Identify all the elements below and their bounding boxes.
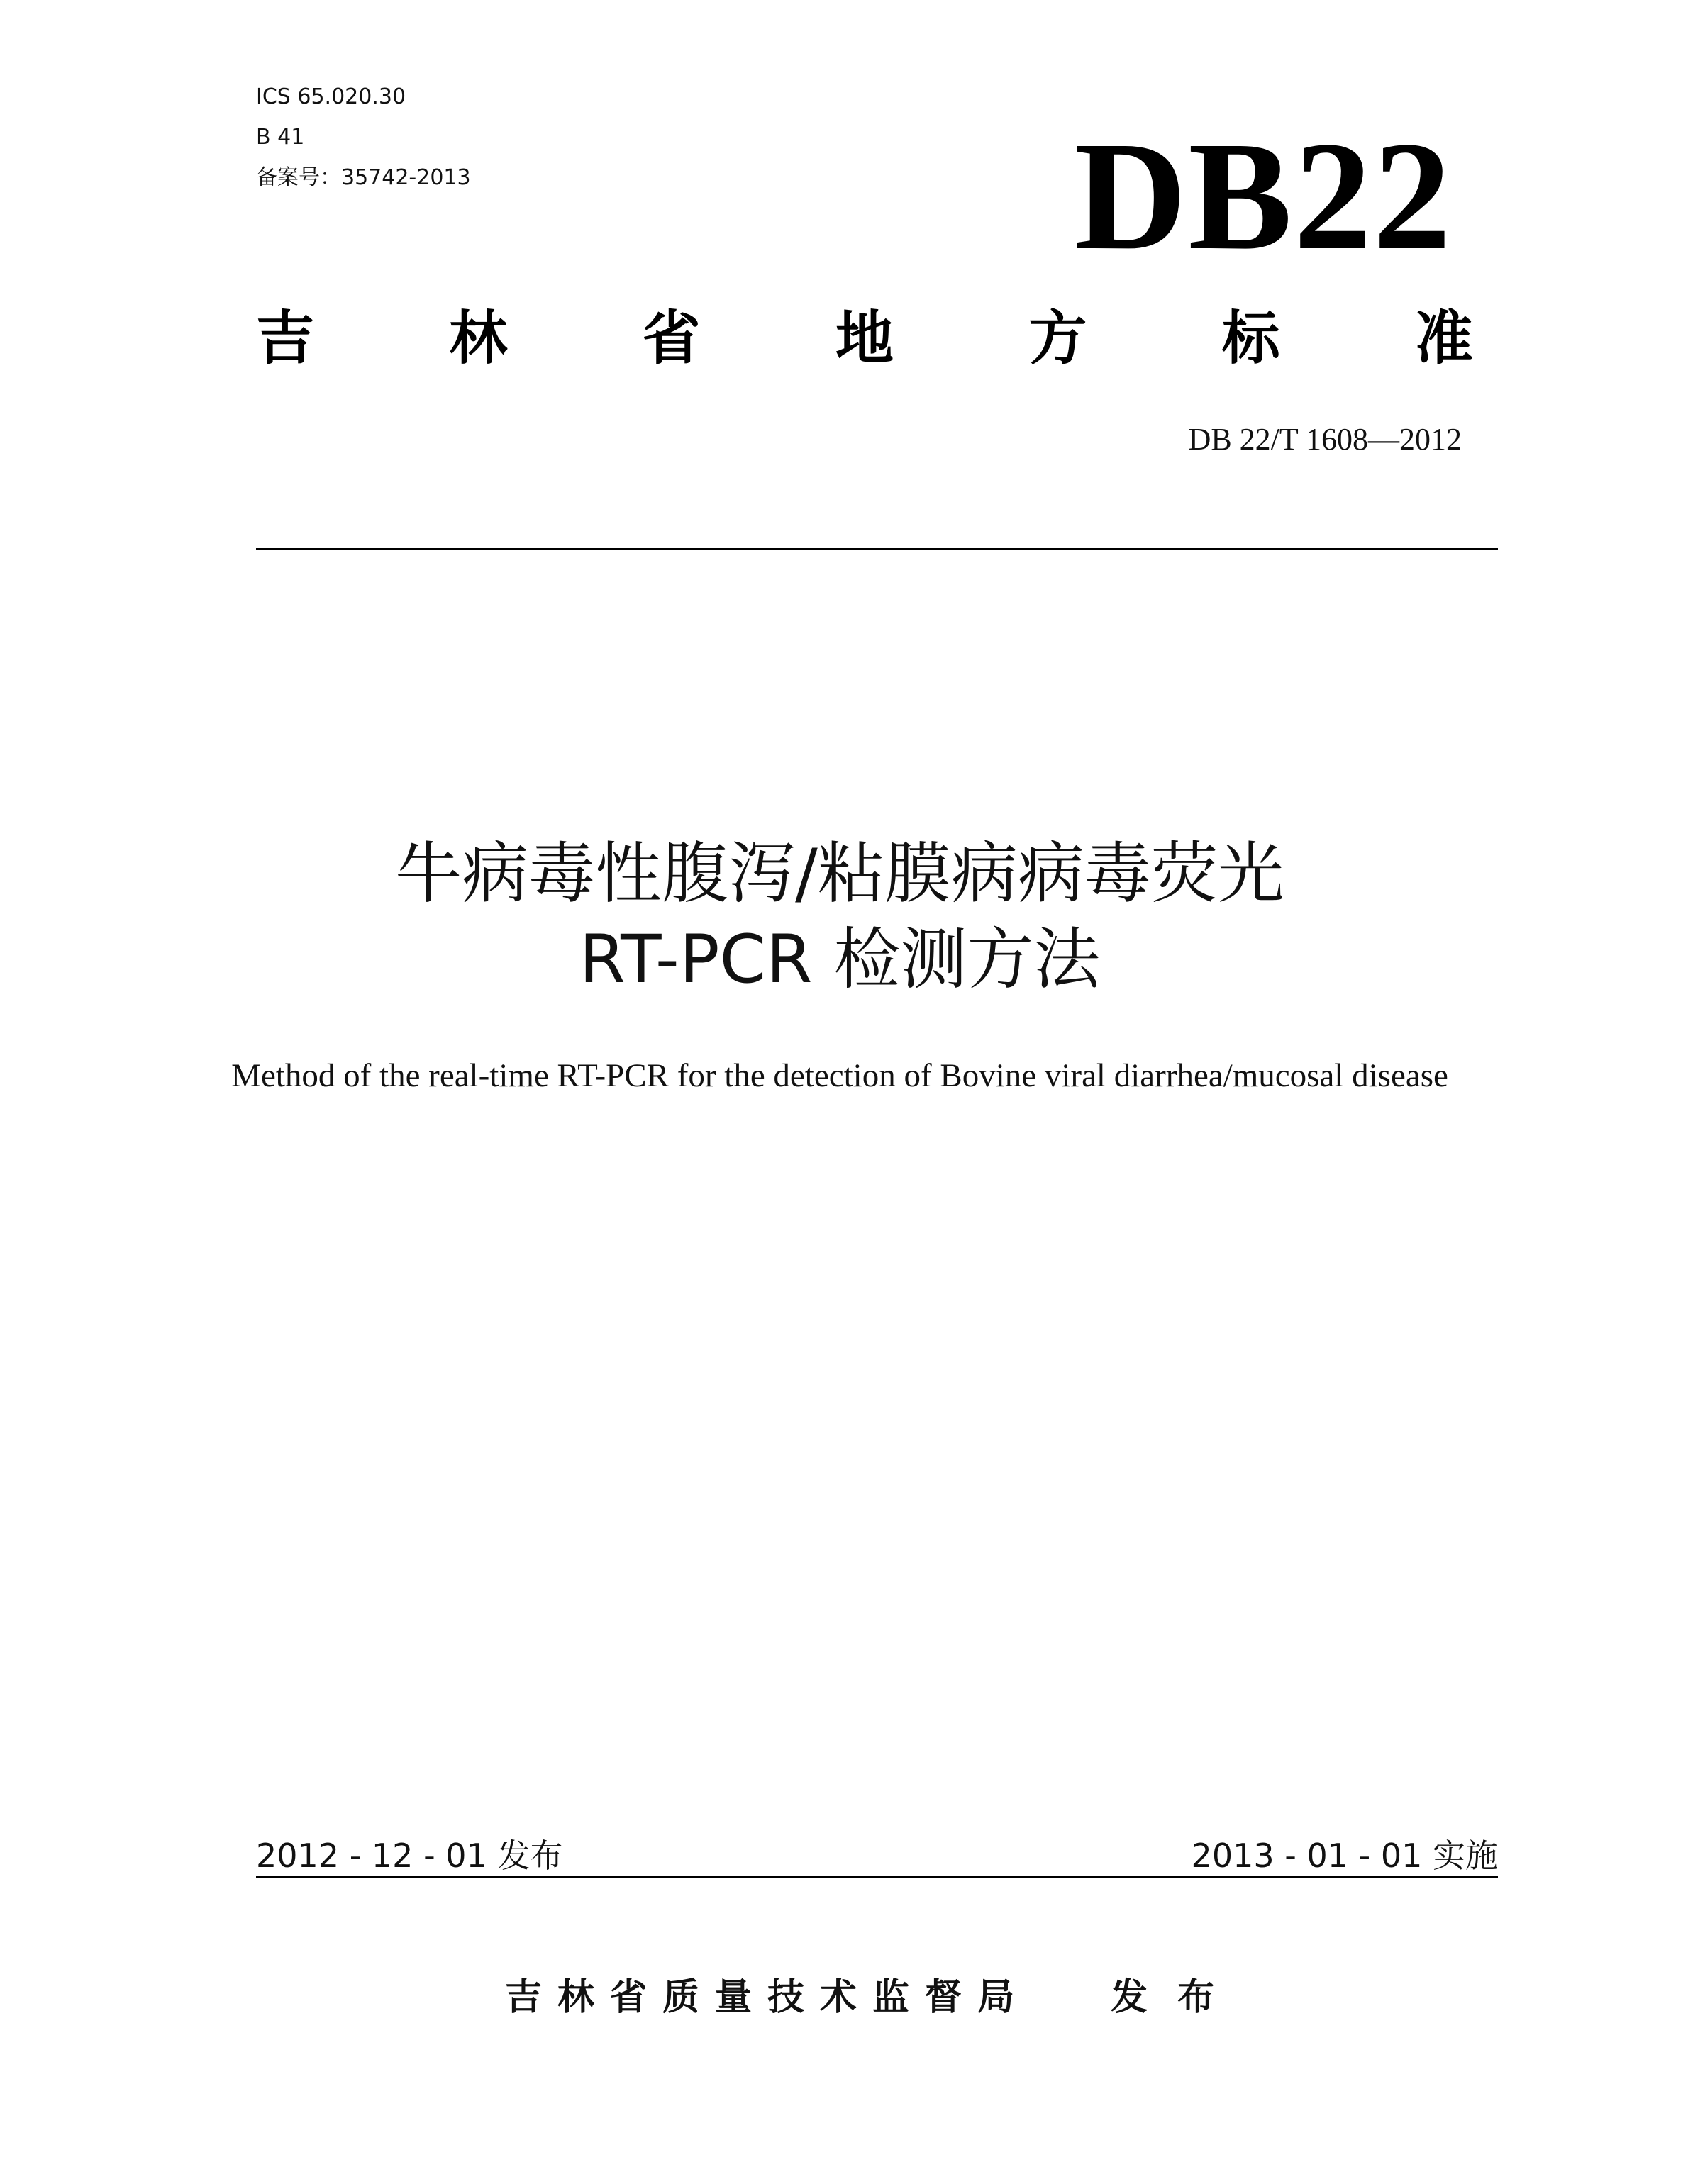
standard-type-char: 吉 xyxy=(256,305,315,372)
issuing-authority: 吉林省质量技术监督局 xyxy=(505,1976,1031,2019)
footer-divider xyxy=(256,1876,1498,1878)
standard-type-char: 标 xyxy=(1221,305,1280,372)
standard-logo-code: DB22 xyxy=(1074,109,1453,282)
filing-number: 备案号：35742-2013 xyxy=(256,165,471,190)
standard-type-char: 方 xyxy=(1028,305,1087,372)
chinese-title-line-1: 牛病毒性腹泻/粘膜病病毒荧光 xyxy=(395,835,1284,913)
chinese-title-line-2: RT-PCR 检测方法 xyxy=(579,921,1101,998)
standard-number: DB 22/T 1608—2012 xyxy=(1188,422,1462,457)
standard-type-char: 准 xyxy=(1414,305,1473,372)
ccs-code: B 41 xyxy=(256,125,305,150)
issue-label: 发 布 xyxy=(1111,1976,1223,2019)
english-title: Method of the real-time RT-PCR for the detection of Bovine viral diarrhea/mucosal disease xyxy=(231,1057,1448,1094)
header-divider xyxy=(256,548,1498,550)
chinese-title xyxy=(0,831,1679,1003)
release-date: 2012 - 12 - 01 发布 xyxy=(256,1837,563,1875)
implementation-date: 2013 - 01 - 01 实施 xyxy=(1191,1837,1498,1875)
standard-type-char: 林 xyxy=(449,305,508,372)
standard-type-char: 地 xyxy=(835,305,894,372)
standard-type-char: 省 xyxy=(642,305,701,372)
ics-code: ICS 65.020.30 xyxy=(256,84,406,109)
classification-block xyxy=(256,77,471,198)
standard-type-heading xyxy=(256,305,1473,372)
